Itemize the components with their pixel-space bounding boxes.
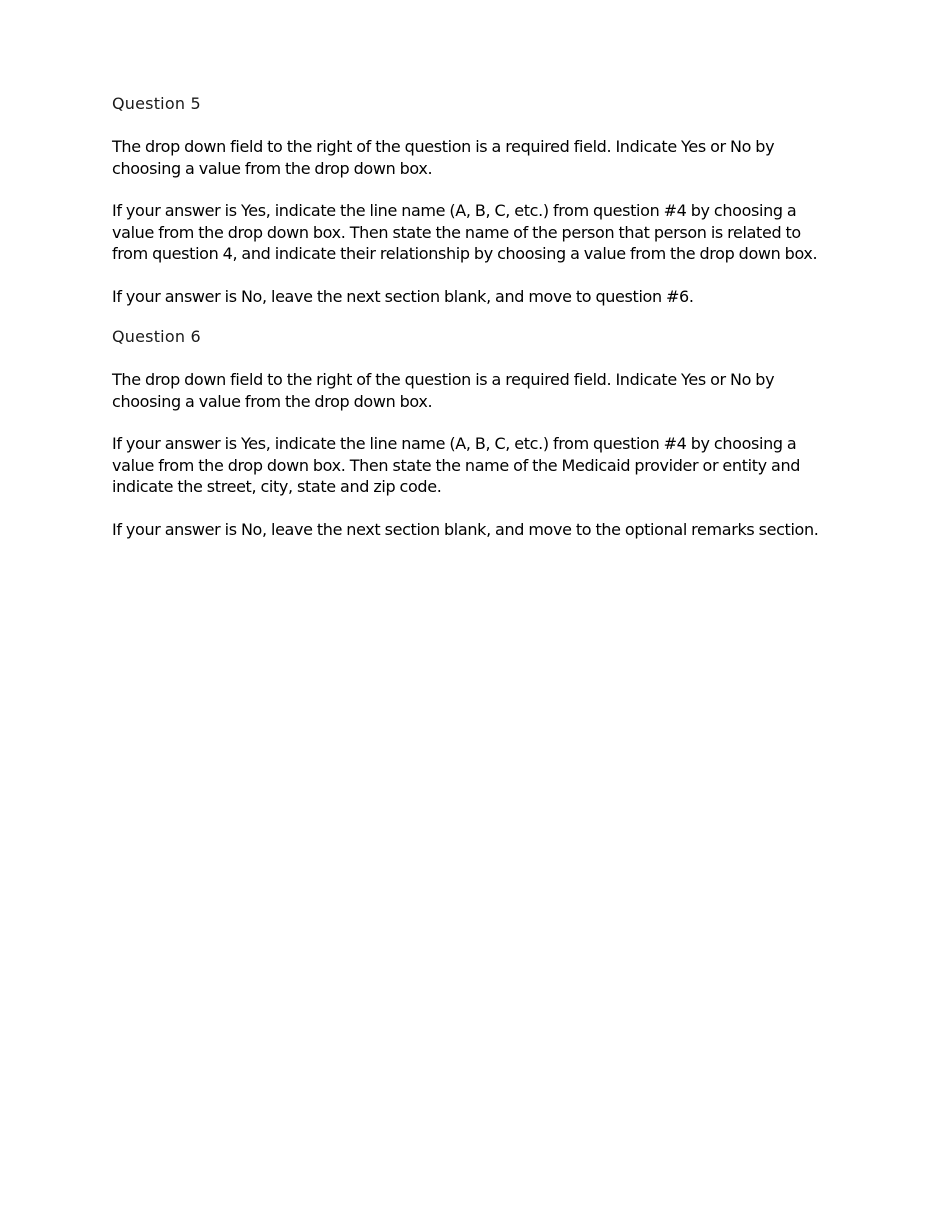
question-6-instruction-no: If your answer is No, leave the next section blank, and move to the optional remarks section. — [112, 520, 819, 539]
question-5-instruction-required: The drop down field to the right of the question is a required field. Indicate Yes or No by choosing a value from the drop down box. — [112, 137, 775, 178]
question-5-instruction-no: If your answer is No, leave the next section blank, and move to question #6. — [112, 287, 694, 306]
question-5-instruction-yes: If your answer is Yes, indicate the line name (A, B, C, etc.) from question #4 by choosing a value from the drop down box. Then state the name of the person that person is related to from question 4, and indicate their relationship by choosing a value from the drop down box. — [112, 201, 818, 263]
question-6-instruction-yes: If your answer is Yes, indicate the line name (A, B, C, etc.) from question #4 by choosing a value from the drop down box. Then state the name of the Medicaid provider or entity and indicate the street, city, state and zip code. — [112, 434, 801, 496]
question-6-heading: Question 6 — [112, 327, 201, 346]
question-6-instruction-required: The drop down field to the right of the question is a required field. Indicate Yes or No by choosing a value from the drop down box. — [112, 370, 775, 411]
question-5-heading: Question 5 — [112, 94, 201, 113]
